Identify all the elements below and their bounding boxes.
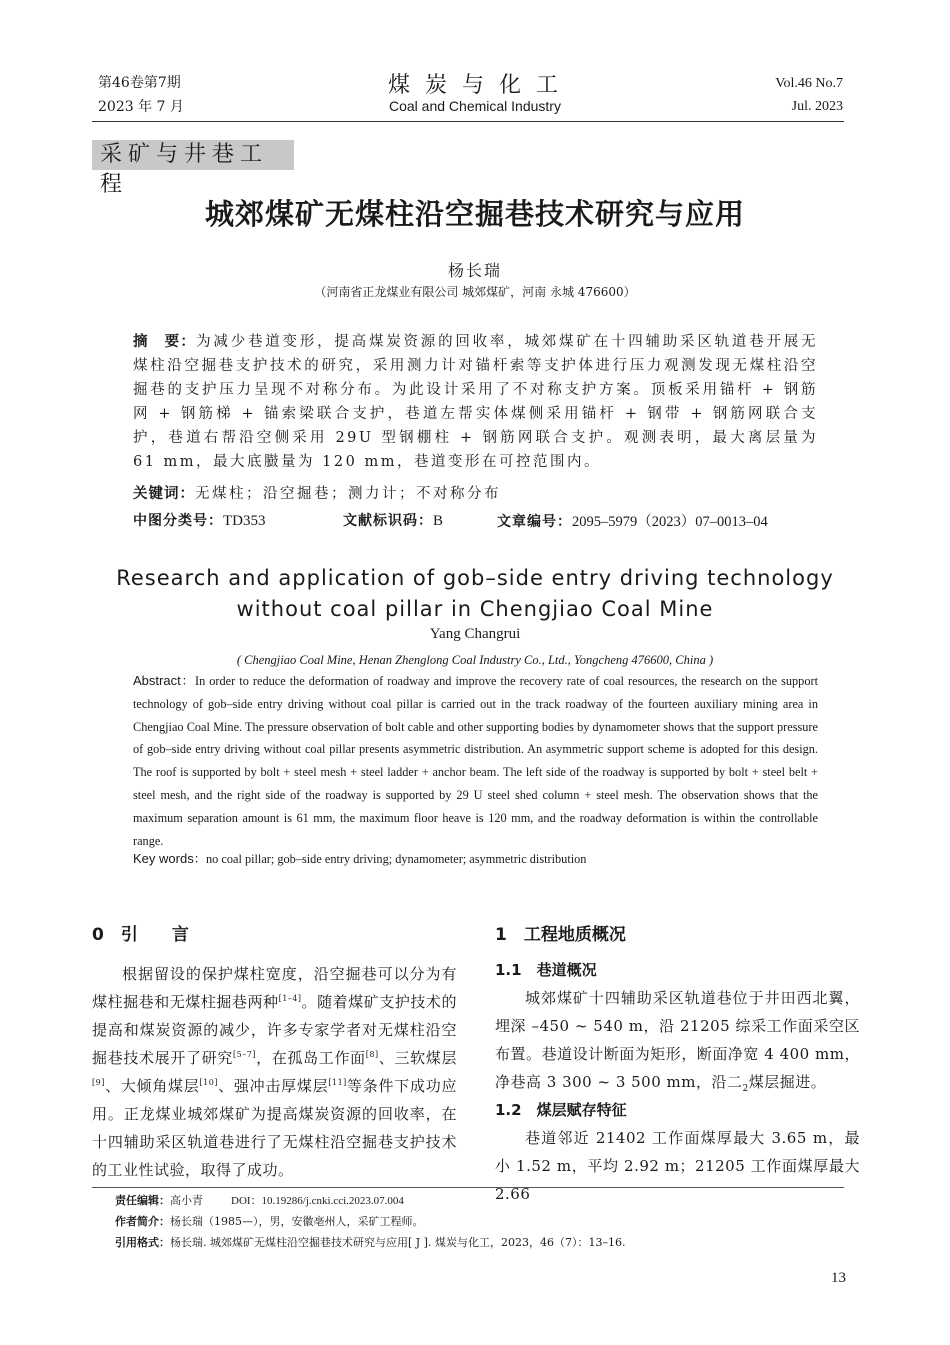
abstract-en-text: In order to reduce the deformation of roadway and improve the recovery rate of coal resources, the research on the support technology of gob–side entry driving without coal pillar is carried out in the track roadway of the fourteen auxiliary mining area in Chengjiao Coal Mine. The pressure observation of bolt cable and other supporting bodies by dynamometer shows that the support pressure of gob–side entry driving without coal pillar presents asymmetric distribution. An asymmetric support scheme is adopted for this design. The roof is supported by bolt + steel mesh + steel ladder + anchor beam. The left side of the roadway is supported by bolt + steel belt + steel mesh, and the right side of the roadway is supported by 29 U steel shed column + steel mesh. The observation shows that the maximum separation amount is 61 mm, the maximum floor heave is 120 mm, and the roadway deformation is within the controllable range. (133, 674, 818, 848)
footnote-rule (92, 1187, 844, 1188)
section-geology (495, 920, 860, 1208)
header-rule (92, 121, 844, 122)
affiliation-cn: （河南省正龙煤业有限公司 城郊煤矿，河南 永城 476600） (314, 285, 636, 299)
seam-subscript: 2 (742, 1084, 749, 1094)
citation-5-7: [5–7] (233, 1050, 256, 1059)
section-introduction (92, 920, 457, 1184)
subsection-1-1-paragraph (495, 984, 860, 1096)
intro-text-6: 、强冲击厚煤层 (217, 1077, 329, 1095)
section-tag: 采矿与井巷工程 (92, 140, 294, 170)
roadway-text-end: 煤层掘进。 (748, 1073, 827, 1091)
article-value: 2095–5979（2023）07–0013–04 (572, 514, 768, 530)
abstract-en: Abstract：In order to reduce the deformation of roadway and improve the recovery rate of coal resources, the research on the support technology of gob–side entry driving without coal pillar is carried out in the track roadway of the fourteen auxiliary mining area in Chengjiao Coal Mine. The pressure observation of bolt cable and other supporting bodies by dynamometer shows that the support pressure of gob–side entry driving without coal pillar presents asymmetric distribution. An asymmetric support scheme is adopted for this design. The roof is supported by bolt + steel mesh + steel ladder + anchor beam. The left side of the roadway is supported by bolt + steel belt + steel mesh, and the right side of the roadway is supported by 29 U steel shed column + steel mesh. The observation shows that the maximum separation amount is 61 mm, the maximum floor heave is 120 mm, and the roadway deformation is within the controllable range. (133, 673, 818, 848)
editor-value: 高小青 (170, 1194, 203, 1207)
article-number (497, 510, 768, 531)
editor-label: 责任编辑： (115, 1194, 170, 1207)
section-0-heading: 0 引 言 (92, 925, 189, 945)
intro-text-7: 等条件下成功应用。正龙煤业城郊煤矿为提高煤炭资源的回收率，在十四辅助采区轨道巷进行了无煤柱沿空掘巷支护技术的工业性试验，取得了成功。 (92, 1077, 457, 1179)
intro-text-5: 、大倾角煤层 (104, 1077, 200, 1095)
affiliation-en: ( Chengjiao Coal Mine, Henan Zhenglong Coal Industry Co., Ltd., Yongcheng 476600, China ) (236, 653, 714, 667)
intro-text-2: 。随着煤矿支护技术的提高和煤炭资源的减少，许多专家学者对无煤柱沿空掘巷技术展开了研究 (92, 993, 457, 1067)
header-date-cn: 2023 年 7 月 (98, 99, 184, 115)
citation-8: [8] (365, 1050, 379, 1059)
page-number: 13 (831, 1270, 846, 1286)
header-journal-cn: 煤 炭 与 化 工 (388, 73, 562, 98)
doc-label: 文献标识码： (343, 513, 433, 529)
footnote-editor (115, 1194, 404, 1208)
keywords-cn (133, 482, 818, 506)
abstract-cn-text: 为减少巷道变形，提高煤炭资源的回收率，城郊煤矿在十四辅助采区轨道巷开展无煤柱沿空掘巷支护技术的研究，采用测力计对锚杆索等支护体进行压力观测发现无煤柱沿空掘巷的支护压力呈现不对称分布。为此设计采用了不对称支护方案。顶板采用锚杆 + 钢筋网 + 钢筋梯 + 锚索梁联合支护，巷道左帮实体煤侧采用锚杆 + 钢带 + 钢筋网联合支护，巷道右帮沿空侧采用 29U 型钢棚柱 + 钢筋网联合支护。观测表明，最大离层量为 61 mm，最大底臌量为 120 mm，巷道变形在可控范围内。 (133, 334, 819, 470)
intro-text-3: ，在孤岛工作面 (255, 1049, 366, 1067)
abstract-en-label: Abstract (133, 673, 181, 688)
subsection-1-2-paragraph: 巷道邻近 21402 工作面煤厚最大 3.65 m，最小 1.52 m，平均 2.92 m；21205 工作面煤厚最大 2.66 (495, 1129, 860, 1203)
clc-value: TD353 (223, 513, 266, 529)
citation-1-4: [1–4] (278, 994, 302, 1003)
paper-title-cn: 城郊煤矿无煤柱沿空掘巷技术研究与应用 (204, 197, 745, 231)
citation-9: [9] (92, 1078, 105, 1087)
author-bio-label: 作者简介： (115, 1215, 170, 1228)
intro-text-4: 、三软煤层 (378, 1049, 457, 1067)
citation-11: [11] (328, 1078, 347, 1087)
citation-10: [10] (199, 1078, 218, 1087)
intro-text-1: 根据留设的保护煤柱宽度，沿空掘巷可以分为有煤柱掘巷和无煤柱掘巷两种 (92, 965, 457, 1011)
section-1-heading: 1 工程地质概况 (495, 925, 626, 945)
article-label: 文章编号： (497, 514, 572, 530)
keywords-cn-text: 无煤柱；沿空掘巷；测力计；不对称分布 (195, 486, 501, 502)
subsection-1-2-heading: 1.2 煤层赋存特征 (495, 1101, 627, 1119)
author-en: Yang Changrui (429, 626, 521, 642)
clc-code (133, 510, 266, 530)
classification-row (133, 510, 818, 532)
clc-label: 中图分类号： (133, 513, 223, 529)
paper-title-en (0, 563, 950, 625)
title-en-line1: Research and application of gob–side entry driving technology (116, 566, 834, 590)
abstract-cn (133, 330, 818, 474)
roadway-text: 城郊煤矿十四辅助采区轨道巷位于井田西北翼，埋深 –450 ~ 540 m，沿 21205 综采工作面采空区布置。巷道设计断面为矩形，断面净宽 4 400 mm，净巷高 3 300 ~ 3 500 mm，沿二 (495, 989, 860, 1091)
citation-value: 杨长瑞. 城郊煤矿无煤柱沿空掘巷技术研究与应用[ J ]. 煤炭与化工，2023，46（7）：13–16. (170, 1236, 626, 1249)
abstract-cn-label: 摘 要： (133, 334, 197, 350)
author-cn: 杨长瑞 (447, 261, 502, 280)
subsection-1-1-heading: 1.1 巷道概况 (495, 961, 597, 979)
doi-value: DOI：10.19286/j.cnki.cci.2023.07.004 (231, 1195, 404, 1207)
keywords-en-text: no coal pillar; gob–side entry driving; dynamometer; asymmetric distribution (206, 852, 587, 866)
doc-code (343, 510, 443, 530)
header-volume-en: Vol.46 No.7 (775, 76, 843, 91)
keywords-en-label: Key words (133, 851, 194, 866)
keywords-en: Key words：no coal pillar; gob–side entry driving; dynamometer; asymmetric distribution (133, 851, 587, 866)
title-en-line2: without coal pillar in Chengjiao Coal Mine (236, 597, 714, 621)
citation-label: 引用格式： (115, 1236, 170, 1249)
header-date-en: Jul. 2023 (791, 99, 843, 114)
doc-value: B (433, 513, 444, 529)
header-volume-cn: 第46卷第7期 (98, 75, 181, 91)
author-bio-value: 杨长瑞（1985—），男，安徽亳州人，采矿工程师。 (170, 1215, 424, 1228)
header-journal-en: Coal and Chemical Industry (389, 98, 561, 114)
footnote-author (115, 1215, 424, 1229)
footnote-citation (115, 1236, 625, 1250)
section-0-paragraph (92, 960, 457, 1184)
keywords-cn-label: 关键词： (133, 486, 195, 502)
